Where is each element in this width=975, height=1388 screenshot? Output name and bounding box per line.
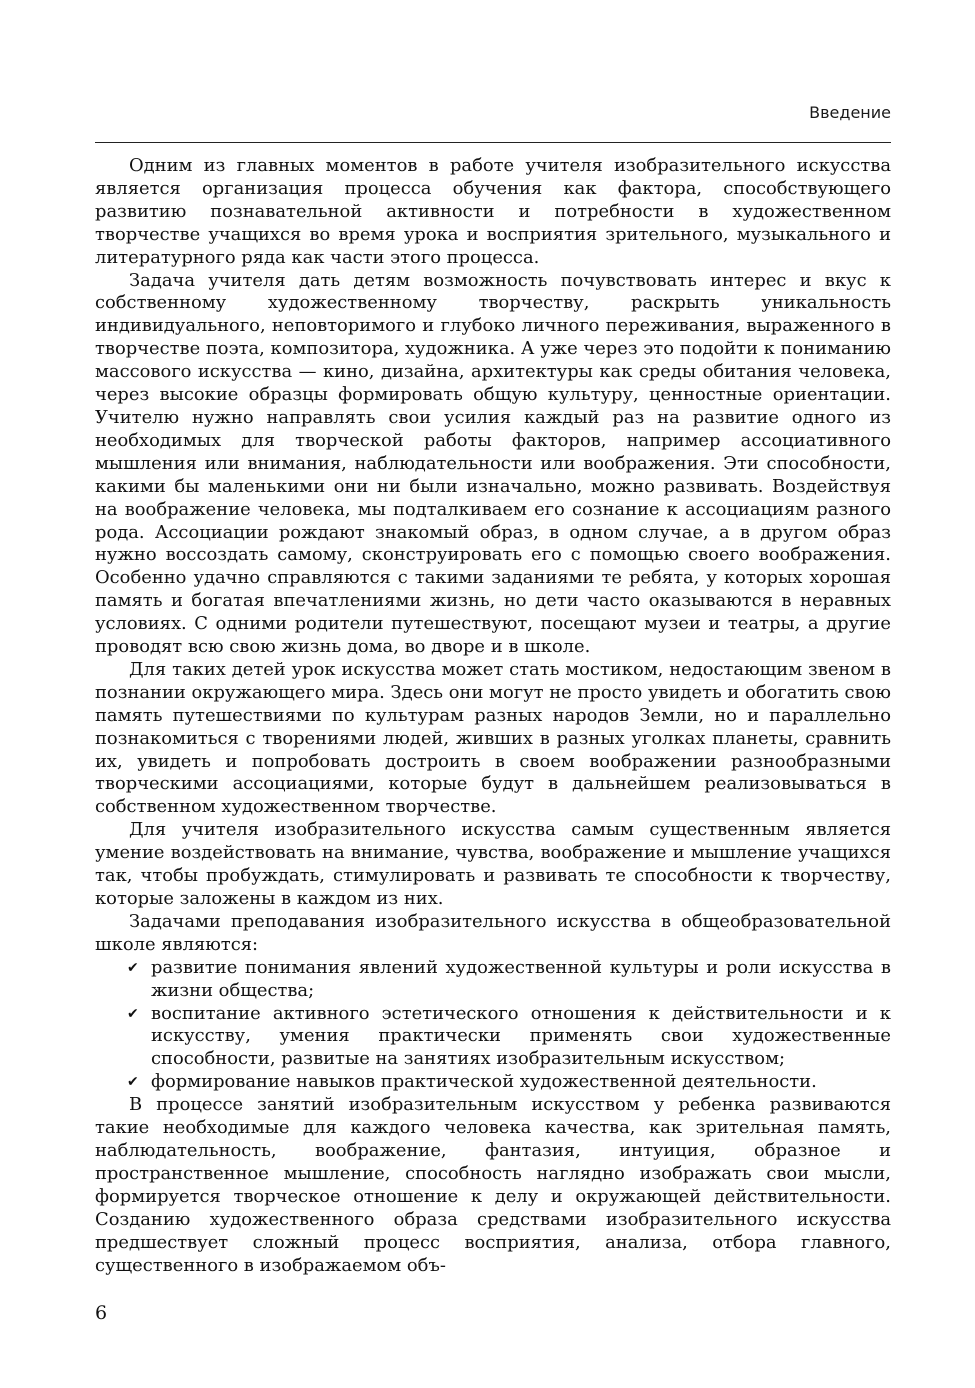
paragraph: Для таких детей урок искусства может стать мостиком, недостающим звеном в познании окружающего мира. Здесь они могут не просто увидеть и обогатить свою память путешествиями по культурам разных народов Земли, но и параллельно познакомиться с творениями людей, живших в разных уголках планеты, сравнить их, увидеть и попробовать достроить в своем воображении разнообразными творческими ассоциациями, которые будут в дальнейшем реализовываться в собственном художественном творчестве. [95, 658, 891, 818]
list-item-text: формирование навыков практической художественной деятельности. [151, 1071, 817, 1093]
checkmark-icon: ✔ [127, 959, 139, 976]
paragraph: В процессе занятий изобразительным искусством у ребенка развиваются такие необходимые для каждого человека качества, как зрительная память, наблюдательность, воображение, фантазия, интуиция, образное и пространственное мышление, способность наглядно изображать свои мысли, формируется творческое отношение к делу и окружающей действительности. Созданию художественного образа средствами изобразительного искусства предшествует сложный процесс восприятия, анализа, отбора главного, существенного в изображаемом объ- [95, 1094, 891, 1276]
list-item [95, 957, 891, 1003]
list-item [95, 1071, 891, 1094]
paragraph: Одним из главных моментов в работе учителя изобразительного искусства является организация процесса обучения как фактора, способствующего развитию познавательной активности и потребности в художественном творчестве учащихся во время урока и восприятия зрительного, музыкального и литературного ряда как части этого процесса. [95, 155, 891, 268]
checkmark-icon: ✔ [127, 1074, 139, 1091]
header-rule [95, 142, 891, 143]
body-text [95, 155, 891, 1277]
paragraph: Для учителя изобразительного искусства самым существенным является умение воздействовать на внимание, чувства, воображение и мышление учащихся так, чтобы пробуждать, стимулировать и развивать те способности к творчеству, которые заложены в каждом из них. [95, 819, 891, 909]
list-item [95, 1003, 891, 1072]
list-item-text: развитие понимания явлений художественной культуры и роли искусства в жизни общества; [151, 956, 891, 1001]
paragraph: Задачами преподавания изобразительного искусства в общеобразовательной школе являются: [95, 910, 891, 955]
paragraph: Задача учителя дать детям возможность почувствовать интерес и вкус к собственному художественному творчеству, раскрыть уникальность индивидуального, неповторимого и глубоко личного переживания, выраженного в творчестве поэта, композитора, художника. А уже через это подойти к пониманию массового искусства — кино, дизайна, архитектуры как среды обитания человека, через высокие образцы формировать общую культуру, ценностные ориентации. Учителю нужно направлять свои усилия каждый раз на развитие одного из необходимых для творческой работы факторов, например ассоциативного мышления или внимания, наблюдательности или воображения. Эти способности, какими бы маленькими они ни были изначально, можно развивать. Воздействуя на воображение человека, мы подталкиваем его сознание к ассоциациям разного рода. Ассоциации рождают знакомый образ, в одном случае, а в другом образ нужно воссоздать самому, сконструировать его с помощью своего воображения. Особенно удачно справляются с такими заданиями те ребята, у которых хорошая память и богатая впечатлениями жизнь, но дети часто оказываются в неравных условиях. С одними родители путешествуют, посещают музеи и театры, а другие проводят всю свою жизнь дома, во дворе и в школе. [95, 269, 891, 658]
page-number: 6 [95, 1302, 108, 1324]
list-item-text: воспитание активного эстетического отношения к действительности и к искусству, умения практически применять свои художественные способности, развитые на занятиях изобразительным искусством; [151, 1002, 891, 1070]
checkmark-icon: ✔ [127, 1005, 139, 1022]
running-head: Введение [809, 103, 891, 122]
task-list [95, 957, 891, 1094]
